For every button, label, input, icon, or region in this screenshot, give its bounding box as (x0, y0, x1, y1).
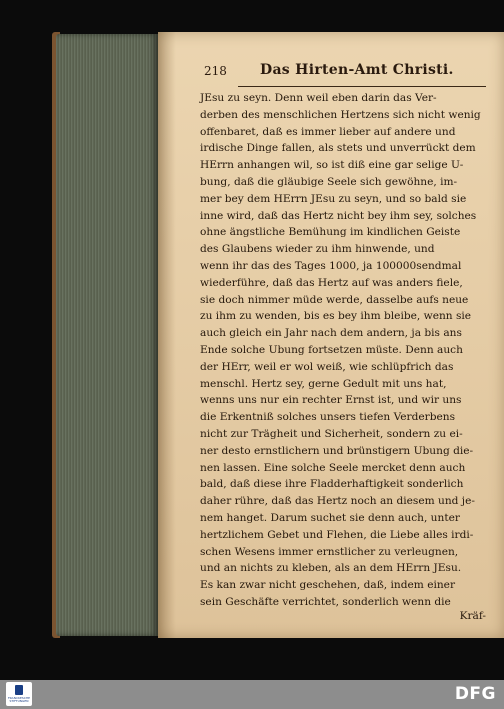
text-line: irdische Dinge fallen, als stets und unverrückt dem (200, 142, 476, 155)
page-number: 218 (204, 64, 227, 78)
running-head: Das Hirten-Amt Christi. (260, 62, 454, 78)
text-line: und an nichts zu kleben, als an dem HErrn JEsu. (200, 562, 462, 575)
text-line: nicht zur Trägheit und Sicherheit, sondern zu ei- (200, 427, 463, 440)
text-line: Ende solche Ubung fortsetzen müste. Denn auch (200, 343, 463, 356)
text-line: bung, daß die gläubige Seele sich gewöhne, im- (200, 175, 458, 188)
library-logo[interactable] (6, 682, 32, 706)
text-line: auch gleich ein Jahr nach dem andern, ja bis ans (200, 327, 462, 340)
text-line: offenbaret, daß es immer lieber auf andere und (200, 125, 456, 138)
text-line: inne wird, daß das Hertz nicht bey ihm sey, solches (200, 209, 477, 222)
catchword: Kräf- (459, 610, 486, 622)
text-line: mer bey dem HErrn JEsu zu seyn, und so bald sie (200, 192, 467, 205)
body-text (200, 90, 490, 611)
library-logo-text: FRANCKESCHE STIFTUNGEN (7, 697, 31, 704)
page-block-edge (56, 34, 158, 636)
book (52, 32, 504, 642)
text-line: schen Wesens immer ernstlicher zu verleugnen, (200, 545, 459, 558)
text-line: die Erkentniß solches unsers tiefen Verderbens (200, 411, 456, 424)
text-line: wenns uns nur ein rechter Ernst ist, und wir uns (200, 394, 462, 407)
text-line: ner desto ernstlichern und brünstigern Ubung die- (200, 444, 474, 457)
text-line: zu ihm zu wenden, bis es bey ihm bleibe, wenn sie (200, 310, 472, 323)
header-rule (238, 86, 486, 87)
text-line: JEsu zu seyn. Denn weil eben darin das Ver- (200, 92, 437, 104)
text-line: der HErr, weil er wol weiß, wie schlüpfrich das (200, 360, 454, 373)
text-line: derben des menschlichen Hertzens sich nicht wenig (200, 108, 481, 121)
text-line: wenn ihr das des Tages 1000, ja 100000sendmal (200, 259, 462, 272)
text-line: hertzlichem Gebet und Flehen, die Liebe alles irdi- (200, 528, 474, 541)
text-line: menschl. Hertz sey, gerne Gedult mit uns hat, (200, 377, 447, 390)
text-line: ohne ängstliche Bemühung im kindlichen Geiste (200, 226, 461, 239)
book-page (158, 32, 504, 638)
text-line: Es kan zwar nicht geschehen, daß, indem einer (200, 579, 456, 592)
library-logo-icon (15, 685, 23, 695)
text-line: nem hanget. Darum suchet sie denn auch, unter (200, 511, 460, 524)
text-line: HErrn anhangen wil, so ist diß eine gar selige U- (200, 159, 464, 172)
text-line: wiederführe, daß das Hertz auf was anders fiele, (200, 276, 463, 289)
text-line: daher rühre, daß das Hertz noch an diesem und je- (200, 495, 475, 508)
page-header (196, 62, 474, 82)
dfg-logo[interactable]: DFG (454, 684, 496, 704)
text-line: des Glaubens wieder zu ihm hinwende, und (200, 243, 435, 256)
text-line: sein Geschäfte verrichtet, sonderlich wenn die (200, 595, 451, 608)
text-line: nen lassen. Eine solche Seele mercket denn auch (200, 461, 466, 474)
viewer-footer (0, 680, 504, 709)
text-line: sie doch nimmer müde werde, dasselbe aufs neue (200, 293, 469, 306)
text-line: bald, daß diese ihre Fladderhaftigkeit sonderlich (200, 478, 464, 491)
